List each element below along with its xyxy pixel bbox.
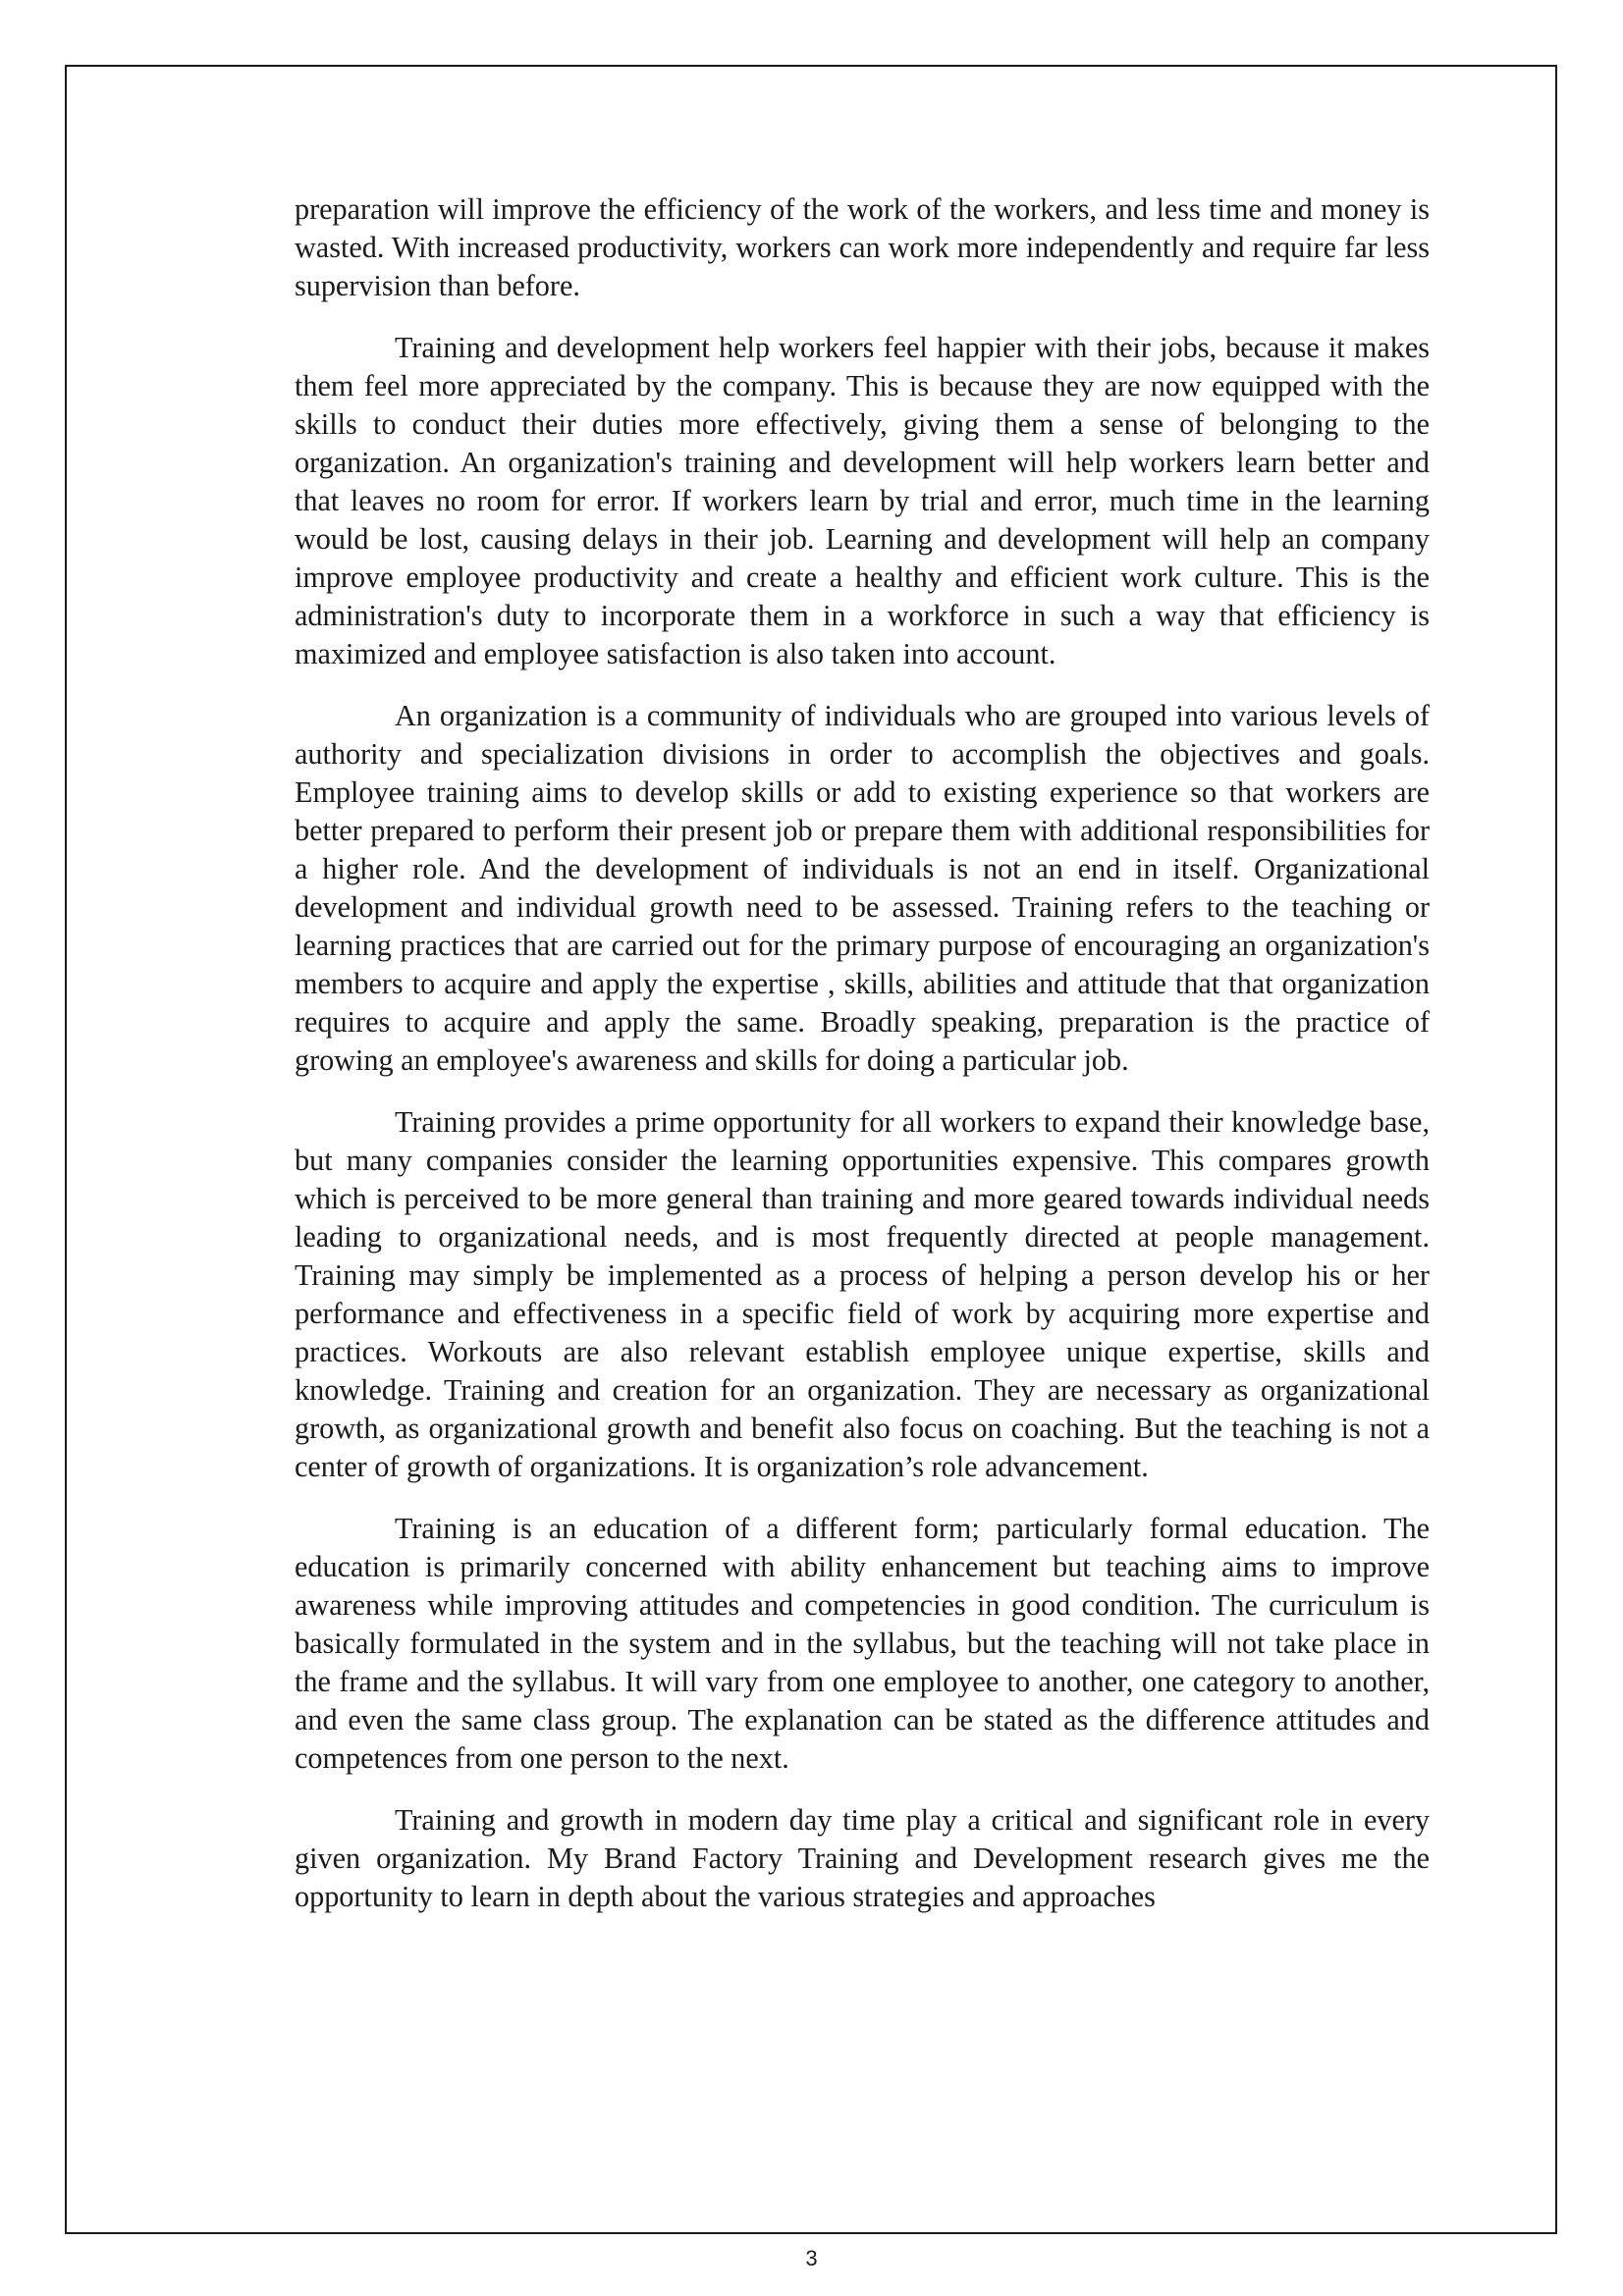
- paragraph-6: Training and growth in modern day time play a critical and significant role in every given organization. My Brand Factory Training and Development research gives me the opportunity to learn in depth about the various strategies and approaches: [295, 1803, 1430, 1913]
- page-number: 3: [805, 2246, 818, 2270]
- paragraph-1: preparation will improve the efficiency of the work of the workers, and less time and money is wasted. With increased productivity, workers can work more independently and require far less supervision than before.: [295, 192, 1430, 302]
- paragraph-5: Training is an education of a different form; particularly formal education. The education is primarily concerned with ability enhancement but teaching aims to improve awareness while improving attitudes and competencies in good condition. The curriculum is basically formulated in the system and in the syllabus, but the teaching will not take place in the frame and the syllabus. It will vary from one employee to another, one category to another, and even the same class group. The explanation can be stated as the difference attitudes and competences from one person to the next.: [295, 1512, 1430, 1775]
- document-body: [295, 190, 1430, 1940]
- paragraph-3: An organization is a community of individuals who are grouped into various levels of authority and specialization divisions in order to accomplish the objectives and goals. Employee training aims to develop skills or add to existing experience so that workers are better prepared to perform their present job or prepare them with additional responsibilities for a higher role. And the development of individuals is not an end in itself. Organizational development and individual growth need to be assessed. Training refers to the teaching or learning practices that are carried out for the primary purpose of encouraging an organization's members to acquire and apply the expertise , skills, abilities and attitude that that organization requires to acquire and apply the same. Broadly speaking, preparation is the practice of growing an employee's awareness and skills for doing a particular job.: [295, 699, 1430, 1077]
- paragraph-2: Training and development help workers feel happier with their jobs, because it makes them feel more appreciated by the company. This is because they are now equipped with the skills to conduct their duties more effectively, giving them a sense of belonging to the organization. An organization's training and development will help workers learn better and that leaves no room for error. If workers learn by trial and error, much time in the learning would be lost, causing delays in their job. Learning and development will help an company improve employee productivity and create a healthy and efficient work culture. This is the administration's duty to incorporate them in a workforce in such a way that efficiency is maximized and employee satisfaction is also taken into account.: [295, 331, 1430, 670]
- paragraph-4: Training provides a prime opportunity for all workers to expand their knowledge base, but many companies consider the learning opportunities expensive. This compares growth which is perceived to be more general than training and more geared towards individual needs leading to organizational needs, and is most frequently directed at people management. Training may simply be implemented as a process of helping a person develop his or her performance and effectiveness in a specific field of work by acquiring more expertise and practices. Workouts are also relevant establish employee unique expertise, skills and knowledge. Training and creation for an organization. They are necessary as organizational growth, as organizational growth and benefit also focus on coaching. But the teaching is not a center of growth of organizations. It is organization’s role advancement.: [295, 1105, 1430, 1483]
